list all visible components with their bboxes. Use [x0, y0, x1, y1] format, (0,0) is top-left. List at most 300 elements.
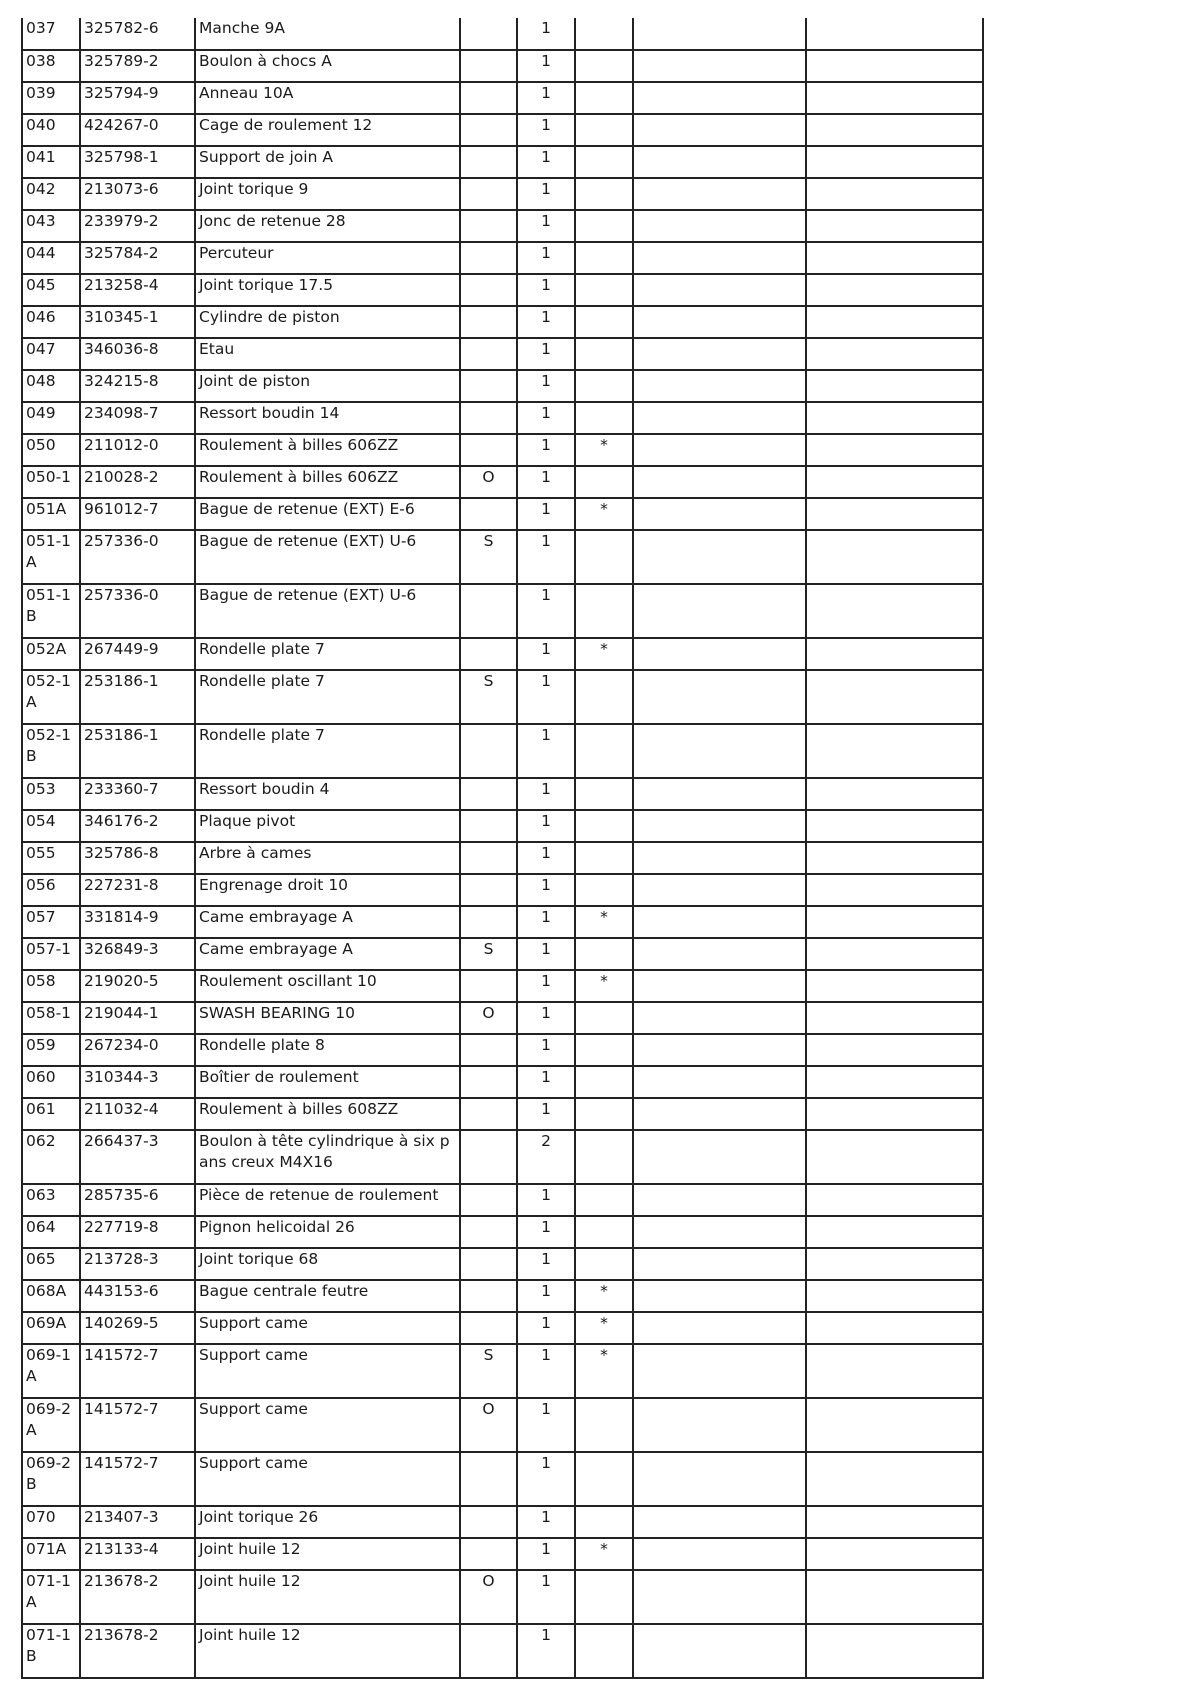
part-reference-cell: [80, 810, 195, 842]
extra-column-2-cell: [806, 402, 983, 434]
quantity-cell: [517, 724, 575, 778]
variant-flag-cell: [460, 530, 517, 584]
part-reference-cell: [80, 1216, 195, 1248]
quantity-text: 1: [541, 586, 551, 604]
part-description-cell: [195, 842, 460, 874]
part-reference-cell: [80, 1570, 195, 1624]
extra-column-2-cell: [806, 1066, 983, 1098]
table-row: [22, 1312, 983, 1344]
note-marker-cell: [575, 1280, 633, 1312]
item-number-text: 059: [26, 1036, 56, 1054]
table-row: [22, 306, 983, 338]
quantity-text: 1: [541, 1314, 551, 1332]
quantity-cell: [517, 670, 575, 724]
parts-table-body: [22, 18, 983, 1678]
part-description-cell: [195, 778, 460, 810]
item-number-text: 069-2A: [26, 1400, 72, 1439]
part-reference-cell: [80, 114, 195, 146]
quantity-text: 1: [541, 372, 551, 390]
variant-flag-cell: [460, 1312, 517, 1344]
table-row: [22, 114, 983, 146]
extra-column-2-cell: [806, 1570, 983, 1624]
note-marker-cell: [575, 1130, 633, 1184]
note-marker-cell: [575, 466, 633, 498]
item-number-cell: [22, 1452, 80, 1506]
extra-column-2-cell: [806, 210, 983, 242]
extra-column-1-cell: [633, 1184, 806, 1216]
item-number-text: 052A: [26, 640, 67, 658]
item-number-text: 056: [26, 876, 56, 894]
quantity-cell: [517, 842, 575, 874]
quantity-text: 1: [541, 1282, 551, 1300]
quantity-cell: [517, 210, 575, 242]
quantity-cell: [517, 970, 575, 1002]
part-reference-text: 325798-1: [84, 148, 159, 166]
part-description-text: Boulon à chocs A: [199, 52, 332, 70]
part-reference-cell: [80, 1098, 195, 1130]
extra-column-1-cell: [633, 1344, 806, 1398]
table-row: [22, 1184, 983, 1216]
extra-column-1-cell: [633, 18, 806, 50]
part-reference-text: 211012-0: [84, 436, 159, 454]
extra-column-2-cell: [806, 146, 983, 178]
part-reference-text: 253186-1: [84, 672, 159, 690]
table-row: [22, 178, 983, 210]
variant-flag-cell: [460, 178, 517, 210]
part-reference-cell: [80, 146, 195, 178]
note-marker-cell: [575, 1098, 633, 1130]
item-number-cell: [22, 1280, 80, 1312]
table-row: [22, 242, 983, 274]
variant-flag-cell: [460, 906, 517, 938]
variant-flag-cell: [460, 1034, 517, 1066]
part-reference-cell: [80, 778, 195, 810]
part-reference-text: 213073-6: [84, 180, 159, 198]
table-row: [22, 274, 983, 306]
item-number-cell: [22, 1184, 80, 1216]
note-marker-cell: [575, 82, 633, 114]
quantity-cell: [517, 1184, 575, 1216]
extra-column-2-cell: [806, 670, 983, 724]
item-number-text: 045: [26, 276, 56, 294]
quantity-text: 1: [541, 1100, 551, 1118]
note-marker-cell: [575, 938, 633, 970]
item-number-cell: [22, 810, 80, 842]
extra-column-1-cell: [633, 938, 806, 970]
item-number-text: 071-1B: [26, 1626, 72, 1665]
quantity-text: 1: [541, 244, 551, 262]
note-marker-text: *: [600, 972, 608, 990]
quantity-cell: [517, 306, 575, 338]
part-reference-cell: [80, 670, 195, 724]
quantity-cell: [517, 874, 575, 906]
part-description-cell: [195, 1130, 460, 1184]
quantity-text: 1: [541, 19, 551, 37]
extra-column-2-cell: [806, 1506, 983, 1538]
quantity-text: 1: [541, 908, 551, 926]
part-reference-cell: [80, 530, 195, 584]
table-row: [22, 1506, 983, 1538]
part-description-cell: [195, 1538, 460, 1570]
part-description-cell: [195, 584, 460, 638]
extra-column-1-cell: [633, 1398, 806, 1452]
part-description-text: Percuteur: [199, 244, 274, 262]
extra-column-1-cell: [633, 906, 806, 938]
table-row: [22, 370, 983, 402]
part-description-cell: [195, 210, 460, 242]
part-reference-text: 140269-5: [84, 1314, 159, 1332]
note-marker-cell: [575, 670, 633, 724]
part-reference-text: 219020-5: [84, 972, 159, 990]
extra-column-2-cell: [806, 906, 983, 938]
extra-column-1-cell: [633, 498, 806, 530]
note-marker-cell: [575, 970, 633, 1002]
part-description-text: Support came: [199, 1346, 308, 1364]
quantity-cell: [517, 1398, 575, 1452]
table-row: [22, 1452, 983, 1506]
extra-column-1-cell: [633, 1248, 806, 1280]
part-reference-cell: [80, 906, 195, 938]
variant-flag-text: O: [482, 1572, 495, 1590]
item-number-cell: [22, 1538, 80, 1570]
quantity-cell: [517, 1506, 575, 1538]
part-description-cell: [195, 274, 460, 306]
extra-column-2-cell: [806, 1398, 983, 1452]
part-reference-text: 213258-4: [84, 276, 159, 294]
item-number-text: 051-1A: [26, 532, 72, 571]
table-row: [22, 874, 983, 906]
item-number-cell: [22, 638, 80, 670]
quantity-cell: [517, 18, 575, 50]
extra-column-1-cell: [633, 1570, 806, 1624]
item-number-text: 069-1A: [26, 1346, 72, 1385]
part-description-text: Came embrayage A: [199, 940, 353, 958]
quantity-cell: [517, 146, 575, 178]
part-description-text: Joint huile 12: [199, 1540, 301, 1558]
part-description-text: Bague de retenue (EXT) E-6: [199, 500, 415, 518]
extra-column-2-cell: [806, 530, 983, 584]
part-description-cell: [195, 402, 460, 434]
extra-column-1-cell: [633, 1452, 806, 1506]
part-reference-cell: [80, 970, 195, 1002]
quantity-text: 1: [541, 1400, 551, 1418]
quantity-text: 1: [541, 468, 551, 486]
quantity-cell: [517, 1312, 575, 1344]
variant-flag-text: O: [482, 1004, 495, 1022]
extra-column-2-cell: [806, 1216, 983, 1248]
variant-flag-cell: [460, 242, 517, 274]
item-number-text: 068A: [26, 1282, 67, 1300]
item-number-text: 040: [26, 116, 56, 134]
part-reference-text: 227231-8: [84, 876, 159, 894]
extra-column-1-cell: [633, 584, 806, 638]
variant-flag-cell: [460, 370, 517, 402]
quantity-cell: [517, 1538, 575, 1570]
part-description-cell: [195, 18, 460, 50]
quantity-text: 1: [541, 180, 551, 198]
part-reference-text: 424267-0: [84, 116, 159, 134]
item-number-text: 064: [26, 1218, 56, 1236]
part-description-cell: [195, 1506, 460, 1538]
note-marker-cell: [575, 842, 633, 874]
extra-column-1-cell: [633, 874, 806, 906]
quantity-cell: [517, 498, 575, 530]
item-number-cell: [22, 1002, 80, 1034]
quantity-cell: [517, 274, 575, 306]
extra-column-2-cell: [806, 778, 983, 810]
part-reference-text: 234098-7: [84, 404, 159, 422]
table-row: [22, 530, 983, 584]
quantity-text: 1: [541, 940, 551, 958]
quantity-text: 1: [541, 148, 551, 166]
part-description-cell: [195, 530, 460, 584]
part-reference-text: 213678-2: [84, 1572, 159, 1590]
note-marker-cell: [575, 178, 633, 210]
part-description-cell: [195, 338, 460, 370]
item-number-cell: [22, 466, 80, 498]
part-reference-text: 213133-4: [84, 1540, 159, 1558]
part-reference-text: 285735-6: [84, 1186, 159, 1204]
table-row: [22, 1130, 983, 1184]
variant-flag-cell: [460, 1452, 517, 1506]
quantity-cell: [517, 584, 575, 638]
variant-flag-cell: [460, 938, 517, 970]
part-reference-text: 213407-3: [84, 1508, 159, 1526]
quantity-text: 2: [541, 1132, 551, 1150]
part-reference-text: 233979-2: [84, 212, 159, 230]
variant-flag-cell: [460, 210, 517, 242]
variant-flag-text: S: [483, 672, 494, 690]
part-description-text: Joint torique 68: [199, 1250, 319, 1268]
part-reference-cell: [80, 466, 195, 498]
part-description-text: Pignon helicoidal 26: [199, 1218, 355, 1236]
variant-flag-cell: [460, 402, 517, 434]
part-description-cell: [195, 970, 460, 1002]
note-marker-cell: [575, 114, 633, 146]
part-description-cell: [195, 1066, 460, 1098]
table-row: [22, 842, 983, 874]
item-number-text: 058: [26, 972, 56, 990]
part-description-text: Pièce de retenue de roulement: [199, 1186, 439, 1204]
table-row: [22, 970, 983, 1002]
quantity-text: 1: [541, 1540, 551, 1558]
part-reference-cell: [80, 1538, 195, 1570]
extra-column-2-cell: [806, 82, 983, 114]
extra-column-1-cell: [633, 724, 806, 778]
part-description-cell: [195, 1312, 460, 1344]
extra-column-1-cell: [633, 778, 806, 810]
extra-column-1-cell: [633, 1098, 806, 1130]
item-number-cell: [22, 1098, 80, 1130]
item-number-text: 058-1: [26, 1004, 72, 1022]
item-number-cell: [22, 1312, 80, 1344]
extra-column-1-cell: [633, 402, 806, 434]
item-number-text: 048: [26, 372, 56, 390]
part-description-cell: [195, 146, 460, 178]
part-reference-text: 443153-6: [84, 1282, 159, 1300]
note-marker-cell: [575, 146, 633, 178]
variant-flag-cell: [460, 114, 517, 146]
part-reference-text: 257336-0: [84, 532, 159, 550]
extra-column-2-cell: [806, 1184, 983, 1216]
extra-column-2-cell: [806, 842, 983, 874]
quantity-text: 1: [541, 1186, 551, 1204]
quantity-cell: [517, 50, 575, 82]
extra-column-2-cell: [806, 1624, 983, 1678]
note-marker-cell: [575, 498, 633, 530]
extra-column-2-cell: [806, 1248, 983, 1280]
table-row: [22, 670, 983, 724]
extra-column-1-cell: [633, 1002, 806, 1034]
variant-flag-text: O: [482, 1400, 495, 1418]
extra-column-2-cell: [806, 1098, 983, 1130]
item-number-cell: [22, 178, 80, 210]
variant-flag-text: S: [483, 532, 494, 550]
extra-column-1-cell: [633, 530, 806, 584]
quantity-cell: [517, 1034, 575, 1066]
item-number-text: 044: [26, 244, 56, 262]
part-reference-cell: [80, 938, 195, 970]
quantity-cell: [517, 778, 575, 810]
quantity-text: 1: [541, 1508, 551, 1526]
extra-column-1-cell: [633, 970, 806, 1002]
item-number-cell: [22, 970, 80, 1002]
item-number-text: 050-1: [26, 468, 72, 486]
quantity-text: 1: [541, 726, 551, 744]
variant-flag-cell: [460, 810, 517, 842]
extra-column-1-cell: [633, 146, 806, 178]
quantity-cell: [517, 530, 575, 584]
part-description-cell: [195, 1624, 460, 1678]
item-number-cell: [22, 1066, 80, 1098]
extra-column-1-cell: [633, 210, 806, 242]
part-reference-text: 267234-0: [84, 1036, 159, 1054]
note-marker-cell: [575, 724, 633, 778]
part-description-text: Engrenage droit 10: [199, 876, 349, 894]
variant-flag-cell: [460, 466, 517, 498]
note-marker-cell: [575, 874, 633, 906]
table-row: [22, 1570, 983, 1624]
part-description-text: Arbre à cames: [199, 844, 312, 862]
parts-list-page: [21, 18, 984, 1679]
note-marker-cell: [575, 370, 633, 402]
part-reference-cell: [80, 210, 195, 242]
part-description-text: Joint torique 17.5: [199, 276, 334, 294]
item-number-cell: [22, 1344, 80, 1398]
extra-column-2-cell: [806, 1002, 983, 1034]
quantity-text: 1: [541, 1346, 551, 1364]
item-number-text: 063: [26, 1186, 56, 1204]
extra-column-2-cell: [806, 434, 983, 466]
table-row: [22, 1098, 983, 1130]
part-description-text: Bague de retenue (EXT) U-6: [199, 586, 417, 604]
item-number-cell: [22, 874, 80, 906]
quantity-text: 1: [541, 1218, 551, 1236]
extra-column-1-cell: [633, 810, 806, 842]
part-description-text: Support came: [199, 1400, 308, 1418]
part-description-cell: [195, 1216, 460, 1248]
quantity-cell: [517, 1130, 575, 1184]
variant-flag-cell: [460, 874, 517, 906]
note-marker-cell: [575, 1034, 633, 1066]
extra-column-2-cell: [806, 306, 983, 338]
part-description-text: Roulement à billes 608ZZ: [199, 1100, 399, 1118]
part-description-cell: [195, 1570, 460, 1624]
item-number-text: 049: [26, 404, 56, 422]
part-reference-text: 213678-2: [84, 1626, 159, 1644]
part-reference-text: 325782-6: [84, 19, 159, 37]
quantity-cell: [517, 938, 575, 970]
table-row: [22, 1002, 983, 1034]
part-description-text: Rondelle plate 7: [199, 726, 325, 744]
note-marker-cell: [575, 1002, 633, 1034]
part-description-cell: [195, 810, 460, 842]
part-reference-text: 267449-9: [84, 640, 159, 658]
extra-column-2-cell: [806, 498, 983, 530]
quantity-cell: [517, 1280, 575, 1312]
table-row: [22, 810, 983, 842]
part-reference-text: 257336-0: [84, 586, 159, 604]
table-row: [22, 338, 983, 370]
item-number-cell: [22, 842, 80, 874]
table-row: [22, 1280, 983, 1312]
note-marker-cell: [575, 242, 633, 274]
variant-flag-cell: [460, 1538, 517, 1570]
extra-column-2-cell: [806, 242, 983, 274]
quantity-text: 1: [541, 640, 551, 658]
variant-flag-text: S: [483, 1346, 494, 1364]
variant-flag-cell: [460, 434, 517, 466]
quantity-cell: [517, 1570, 575, 1624]
item-number-cell: [22, 274, 80, 306]
part-description-text: Roulement à billes 606ZZ: [199, 436, 399, 454]
part-reference-text: 253186-1: [84, 726, 159, 744]
part-reference-cell: [80, 1344, 195, 1398]
note-marker-cell: [575, 50, 633, 82]
note-marker-cell: [575, 1452, 633, 1506]
item-number-cell: [22, 498, 80, 530]
part-description-cell: [195, 1248, 460, 1280]
variant-flag-text: O: [482, 468, 495, 486]
part-reference-cell: [80, 584, 195, 638]
quantity-cell: [517, 810, 575, 842]
part-reference-cell: [80, 1280, 195, 1312]
part-description-cell: [195, 938, 460, 970]
quantity-cell: [517, 1216, 575, 1248]
quantity-cell: [517, 1248, 575, 1280]
part-description-text: Boîtier de roulement: [199, 1068, 359, 1086]
part-description-cell: [195, 1002, 460, 1034]
quantity-cell: [517, 638, 575, 670]
quantity-text: 1: [541, 1250, 551, 1268]
note-marker-cell: [575, 1398, 633, 1452]
extra-column-2-cell: [806, 1034, 983, 1066]
item-number-cell: [22, 1506, 80, 1538]
part-description-text: Support de join A: [199, 148, 333, 166]
part-description-text: Jonc de retenue 28: [199, 212, 346, 230]
extra-column-2-cell: [806, 970, 983, 1002]
item-number-cell: [22, 370, 80, 402]
quantity-cell: [517, 402, 575, 434]
part-reference-text: 961012-7: [84, 500, 159, 518]
variant-flag-cell: [460, 306, 517, 338]
item-number-text: 051A: [26, 500, 67, 518]
note-marker-cell: [575, 1570, 633, 1624]
item-number-text: 053: [26, 780, 56, 798]
quantity-cell: [517, 1066, 575, 1098]
table-row: [22, 402, 983, 434]
extra-column-2-cell: [806, 810, 983, 842]
